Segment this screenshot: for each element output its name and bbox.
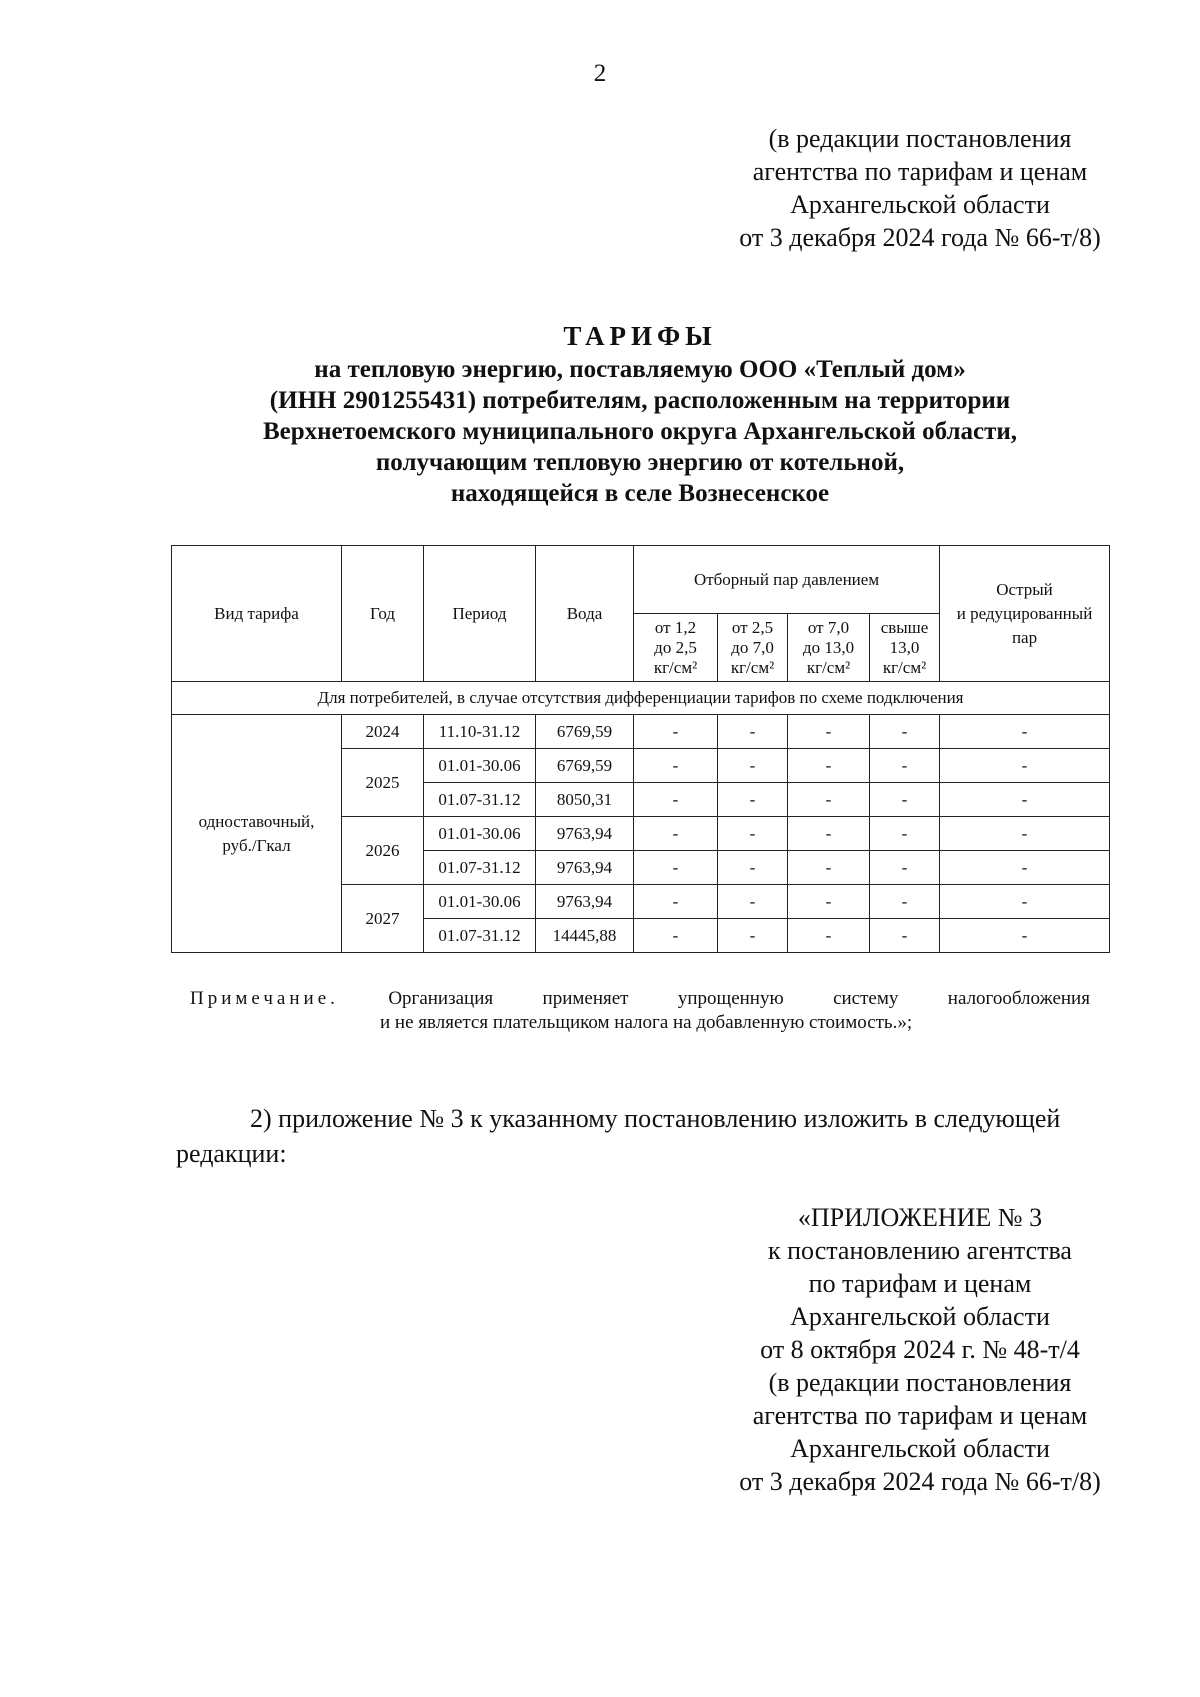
header-sharp-steam-line: Острый: [996, 579, 1053, 599]
header-pressure-text: до 13,0: [802, 637, 855, 657]
value-cell: -: [940, 817, 1110, 851]
header-water: Вода: [536, 546, 634, 682]
water-cell: 14445,88: [536, 919, 634, 953]
value-cell: -: [718, 885, 788, 919]
value-cell: -: [634, 919, 718, 953]
revision-note: [655, 122, 1185, 254]
value-cell: -: [634, 817, 718, 851]
period-cell: 01.07-31.12: [424, 783, 536, 817]
appendix-header-line: к постановлению агентства: [768, 1236, 1072, 1265]
value-cell: -: [634, 885, 718, 919]
footnote-word: упрощенную: [677, 988, 784, 1009]
value-cell: -: [718, 851, 788, 885]
water-cell: 8050,31: [536, 783, 634, 817]
footnote-word: налогообложения: [947, 988, 1090, 1009]
appendix-header-line: от 8 октября 2024 г. № 48-т/4: [760, 1335, 1080, 1364]
value-cell: -: [718, 817, 788, 851]
value-cell: -: [634, 749, 718, 783]
header-period: Период: [424, 546, 536, 682]
revision-note-line: Архангельской области: [790, 190, 1050, 219]
paragraph-line: 2) приложение № 3 к указанному постановлению изложить в следующей: [250, 1104, 1061, 1133]
title-line: на тепловую энергию, поставляемую ООО «Теплый дом»: [314, 356, 966, 383]
footnote-word: применяет: [542, 988, 629, 1009]
title-main: ТАРИФЫ: [563, 321, 717, 351]
tariff-name-line: руб./Гкал: [222, 835, 291, 855]
tariff-name-cell: [172, 715, 342, 953]
header-pressure-text: кг/см²: [806, 657, 851, 677]
header-pressure-text: от 2,5: [731, 617, 774, 637]
header-pressure-text: кг/см²: [882, 657, 927, 677]
header-pressure-text: до 7,0: [731, 637, 774, 657]
tariff-name-line: одноставочный,: [198, 811, 315, 831]
period-cell: 01.01-30.06: [424, 749, 536, 783]
appendix-header-line: по тарифам и ценам: [808, 1269, 1032, 1298]
appendix-header: [650, 1201, 1190, 1498]
value-cell: -: [870, 885, 940, 919]
water-cell: 9763,94: [536, 817, 634, 851]
value-cell: -: [718, 749, 788, 783]
footnote-line: и не является плательщиком налога на добавленную стоимость.»;: [380, 1012, 913, 1033]
water-cell: 6769,59: [536, 749, 634, 783]
header-pressure-text: кг/см²: [730, 657, 775, 677]
value-cell: -: [788, 715, 870, 749]
value-cell: -: [940, 851, 1110, 885]
header-pressure-text: кг/см²: [653, 657, 698, 677]
value-cell: -: [870, 783, 940, 817]
value-cell: -: [718, 783, 788, 817]
header-pressure-text: 13,0: [889, 637, 920, 657]
year-cell: 2024: [342, 715, 424, 749]
value-cell: -: [870, 817, 940, 851]
appendix-header-line: Архангельской области: [790, 1434, 1050, 1463]
revision-note-line: агентства по тарифам и ценам: [752, 157, 1088, 186]
value-cell: -: [788, 783, 870, 817]
title-line: Верхнетоемского муниципального округа Архангельской области,: [262, 418, 1018, 445]
year-cell: 2027: [342, 885, 424, 953]
value-cell: -: [718, 919, 788, 953]
year-cell: 2025: [342, 749, 424, 817]
water-cell: 9763,94: [536, 851, 634, 885]
footnote-line: [190, 987, 1090, 1011]
header-pressure-2: [718, 614, 788, 682]
value-cell: -: [870, 919, 940, 953]
header-year: Год: [342, 546, 424, 682]
year-cell: 2026: [342, 817, 424, 885]
title-line: получающим тепловую энергию от котельной,: [375, 449, 905, 476]
revision-note-line: (в редакции постановления: [768, 124, 1072, 153]
table-row: [172, 715, 1110, 749]
footnote: [190, 987, 1090, 1035]
footnote-label: Примечание.: [190, 988, 339, 1009]
footnote-word: Организация: [388, 988, 494, 1009]
header-extraction-steam: Отборный пар давлением: [634, 546, 940, 614]
section-note: Для потребителей, в случае отсутствия дифференциации тарифов по схеме подключения: [172, 682, 1110, 715]
appendix-header-line: «ПРИЛОЖЕНИЕ № 3: [797, 1203, 1043, 1232]
value-cell: -: [788, 885, 870, 919]
period-cell: 01.07-31.12: [424, 851, 536, 885]
value-cell: -: [788, 749, 870, 783]
value-cell: -: [940, 783, 1110, 817]
paragraph-line: редакции:: [176, 1139, 287, 1168]
header-sharp-steam-line: пар: [1011, 627, 1038, 647]
period-cell: 01.01-30.06: [424, 885, 536, 919]
header-tariff-type: Вид тарифа: [172, 546, 342, 682]
value-cell: -: [634, 783, 718, 817]
value-cell: -: [870, 749, 940, 783]
footnote-word: систему: [833, 988, 899, 1009]
header-pressure-text: свыше: [880, 617, 929, 637]
value-cell: -: [788, 851, 870, 885]
header-pressure-text: от 7,0: [807, 617, 850, 637]
water-cell: 9763,94: [536, 885, 634, 919]
header-sharp-steam-line: и редуцированный: [956, 603, 1093, 623]
value-cell: -: [940, 919, 1110, 953]
header-pressure-text: до 2,5: [654, 637, 697, 657]
header-pressure-text: от 1,2: [654, 617, 697, 637]
value-cell: -: [940, 885, 1110, 919]
value-cell: -: [788, 919, 870, 953]
header-pressure-3: [788, 614, 870, 682]
appendix-header-line: Архангельской области: [790, 1302, 1050, 1331]
value-cell: -: [634, 851, 718, 885]
period-cell: 11.10-31.12: [424, 715, 536, 749]
appendix-header-line: (в редакции постановления: [768, 1368, 1072, 1397]
value-cell: -: [634, 715, 718, 749]
header-pressure-1: [634, 614, 718, 682]
page-number: 2: [593, 60, 607, 87]
tariff-table: [171, 545, 1110, 953]
amendment-paragraph: [176, 1101, 1121, 1171]
period-cell: 01.01-30.06: [424, 817, 536, 851]
value-cell: -: [870, 851, 940, 885]
document-title: [150, 318, 1130, 509]
appendix-header-line: агентства по тарифам и ценам: [752, 1401, 1088, 1430]
value-cell: -: [788, 817, 870, 851]
water-cell: 6769,59: [536, 715, 634, 749]
value-cell: -: [718, 715, 788, 749]
appendix-header-line: от 3 декабря 2024 года № 66-т/8): [739, 1467, 1101, 1496]
header-pressure-4: [870, 614, 940, 682]
header-sharp-steam: [940, 546, 1110, 682]
period-cell: 01.07-31.12: [424, 919, 536, 953]
title-line: (ИНН 2901255431) потребителям, расположенным на территории: [269, 387, 1011, 414]
value-cell: -: [940, 749, 1110, 783]
value-cell: -: [940, 715, 1110, 749]
title-line: находящейся в селе Вознесенское: [450, 480, 830, 507]
revision-note-line: от 3 декабря 2024 года № 66-т/8): [739, 223, 1101, 252]
value-cell: -: [870, 715, 940, 749]
